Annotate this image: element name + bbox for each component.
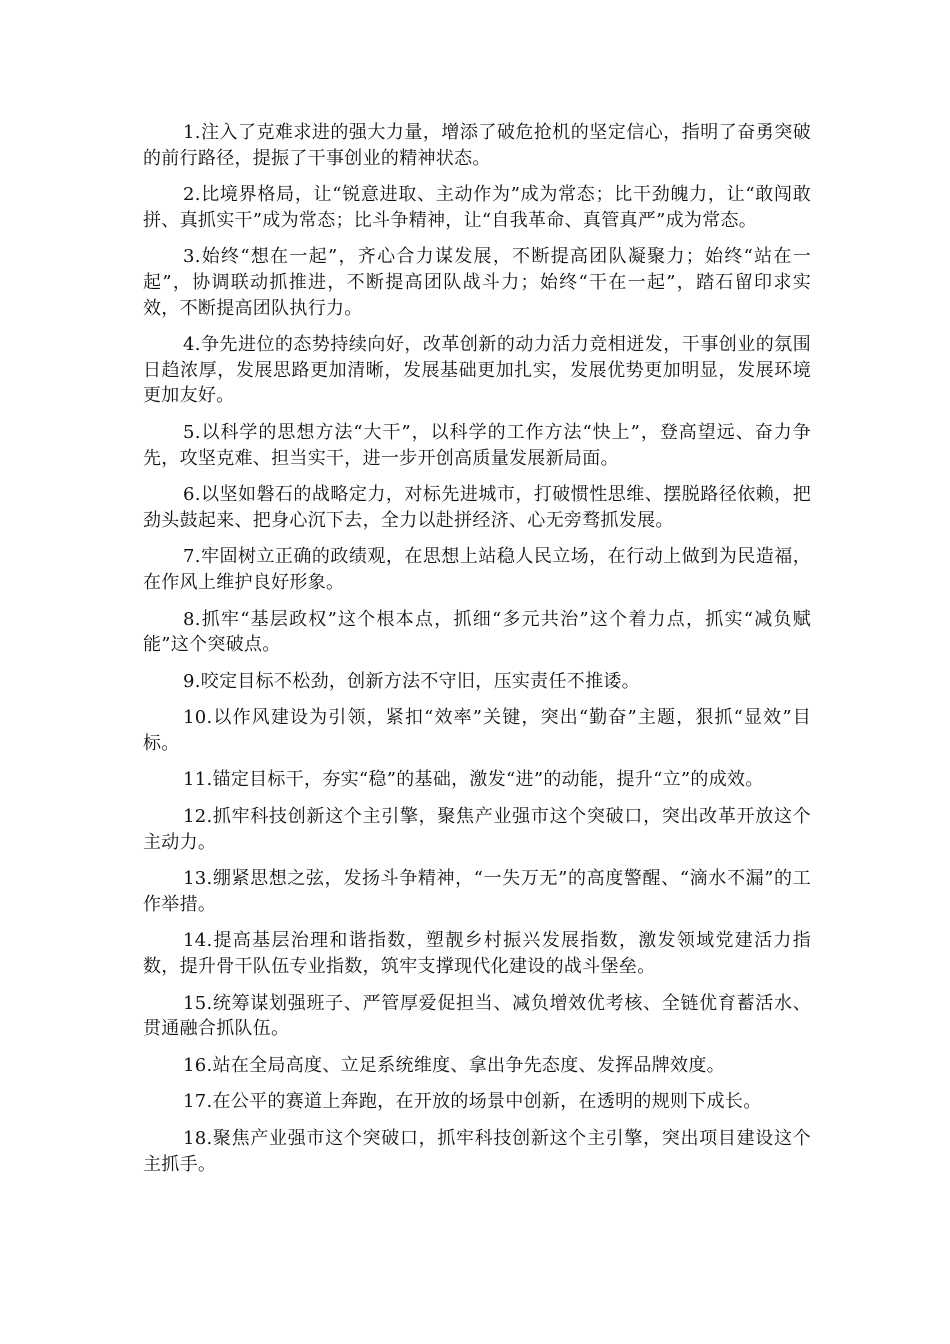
paragraph-10: 10.以作风建设为引领，紧扣“效率”关键，突出“勤奋”主题，狠抓“显效”目标。 [143, 707, 811, 754]
paragraph-13: 13.绷紧思想之弦，发扬斗争精神，“一失万无”的高度警醒、“滴水不漏”的工作举措。 [143, 868, 811, 915]
paragraph-11: 11.锚定目标干，夯实“稳”的基础，激发“进”的动能，提升“立”的成效。 [183, 769, 764, 791]
paragraph-4: 4.争先进位的态势持续向好，改革创新的动力活力竞相迸发，干事创业的氛围日趋浓厚，发展思路更加清晰，发展基础更加扎实，发展优势更加明显，发展环境更加友好。 [143, 334, 811, 407]
paragraph-12: 12.抓牢科技创新这个主引擎，聚焦产业强市这个突破口，突出改革开放这个主动力。 [143, 806, 811, 853]
paragraph-14: 14.提高基层治理和谐指数，塑靓乡村振兴发展指数，激发领域党建活力指数，提升骨干队伍专业指数，筑牢支撑现代化建设的战斗堡垒。 [143, 930, 811, 978]
paragraph-1: 1.注入了克难求进的强大力量，增添了破危抢机的坚定信心，指明了奋勇突破的前行路径，提振了干事创业的精神状态。 [143, 122, 811, 169]
paragraph-18: 18.聚焦产业强市这个突破口，抓牢科技创新这个主引擎，突出项目建设这个主抓手。 [143, 1128, 811, 1175]
paragraph-8: 8.抓牢“基层政权”这个根本点，抓细“多元共治”这个着力点，抓实“减负赋能”这个突破点。 [143, 608, 811, 656]
paragraph-3: 3.始终“想在一起”，齐心合力谋发展，不断提高团队凝聚力；始终“站在一起”，协调联动抓推进，不断提高团队战斗力；始终“干在一起”，踏石留印求实效，不断提高团队执行力。 [143, 246, 811, 319]
paragraph-9: 9.咬定目标不松劲，创新方法不守旧，压实责任不推诿。 [183, 670, 640, 692]
paragraph-5: 5.以科学的思想方法“大干”，以科学的工作方法“快上”，登高望远、奋力争先，攻坚克难、担当实干，进一步开创高质量发展新局面。 [143, 421, 811, 469]
paragraph-17: 17.在公平的赛道上奔跑，在开放的场景中创新，在透明的规则下成长。 [183, 1091, 762, 1113]
paragraph-15: 15.统筹谋划强班子、严管厚爱促担当、减负增效优考核、全链优育蓄活水、贯通融合抓队伍。 [143, 992, 811, 1040]
document-body [143, 120, 811, 1188]
paragraph-2: 2.比境界格局，让“锐意进取、主动作为”成为常态；比干劲魄力，让“敢闯敢拼、真抓实干”成为常态；比斗争精神，让“自我革命、真管真严”成为常态。 [143, 184, 811, 231]
paragraph-16: 16.站在全局高度、立足系统维度、拿出争先态度、发挥品牌效度。 [183, 1054, 725, 1076]
paragraph-7: 7.牢固树立正确的政绩观，在思想上站稳人民立场，在行动上做到为民造福，在作风上维护良好形象。 [143, 546, 811, 593]
paragraph-6: 6.以坚如磐石的战略定力，对标先进城市，打破惯性思维、摆脱路径依赖，把劲头鼓起来、把身心沉下去，全力以赴拼经济、心无旁骛抓发展。 [143, 484, 811, 531]
